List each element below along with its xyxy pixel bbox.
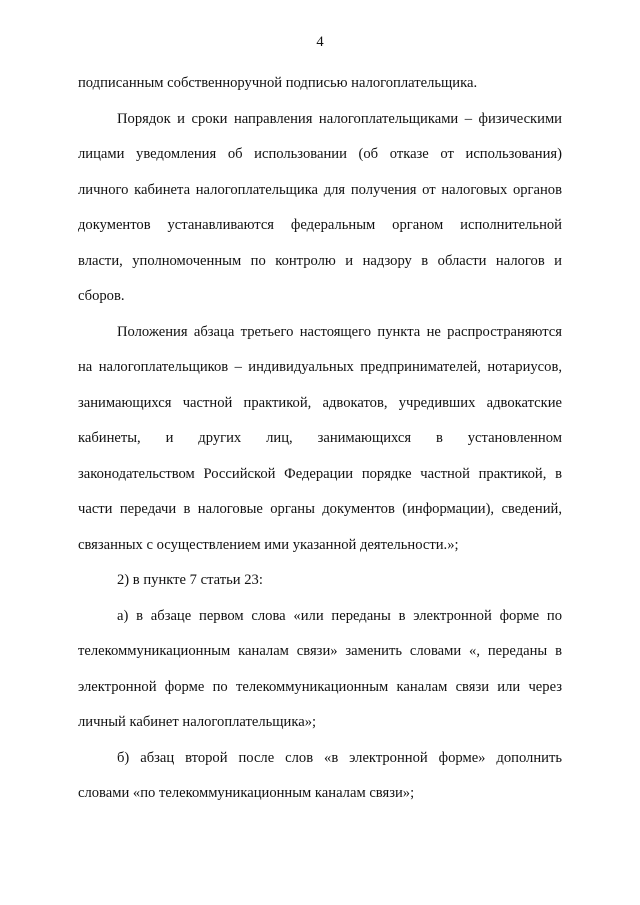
paragraph-subitem-b	[78, 741, 562, 812]
text-line: Положения абзаца третьего настоящего пункта не распространяются	[117, 323, 562, 340]
text-line: власти, уполномоченным по контролю и надзору в области налогов и	[78, 252, 562, 269]
paragraph-order-and-terms	[78, 102, 562, 315]
paragraph-item-2	[78, 563, 562, 599]
text-line: телекоммуникационным каналам связи» заменить словами «, переданы в	[78, 643, 562, 659]
text-line: электронной форме по телекоммуникационным каналам связи или через	[78, 678, 562, 695]
paragraph-provisions	[78, 315, 562, 564]
text-line: сборов.	[78, 288, 125, 304]
text-line: кабинеты, и других лиц, занимающихся в установленном	[78, 430, 562, 446]
text-line: занимающихся частной практикой, адвокатов, учредивших адвокатские	[78, 394, 562, 411]
text-line: личного кабинета налогоплательщика для получения от налоговых органов	[78, 181, 562, 198]
text-line: б) абзац второй после слов «в электронной форме» дополнить	[117, 749, 562, 766]
document-body	[78, 66, 562, 812]
text-line: личный кабинет налогоплательщика»;	[78, 714, 317, 730]
paragraph-subitem-a	[78, 599, 562, 741]
paragraph-continuation	[78, 66, 562, 102]
text-line: части передачи в налоговые органы документов (информации), сведений,	[78, 501, 562, 517]
text-line: связанных с осуществлением ими указанной деятельности.»;	[78, 536, 459, 553]
text-line: на налогоплательщиков – индивидуальных предпринимателей, нотариусов,	[78, 359, 562, 375]
page-number: 4	[316, 34, 324, 50]
text-line: подписанным собственноручной подписью налогоплательщика.	[78, 75, 478, 91]
text-line: Порядок и сроки направления налогоплательщиками – физическими	[117, 110, 562, 127]
text-line: законодательством Российской Федерации порядке частной практикой, в	[78, 465, 562, 482]
text-line: лицами уведомления об использовании (об отказе от использования)	[78, 146, 562, 162]
text-line: 2) в пункте 7 статьи 23:	[117, 572, 263, 588]
text-line: а) в абзаце первом слова «или переданы в электронной форме по	[117, 607, 562, 624]
text-line: документов устанавливаются федеральным органом исполнительной	[78, 217, 562, 233]
text-line: словами «по телекоммуникационным каналам связи»;	[78, 785, 415, 801]
